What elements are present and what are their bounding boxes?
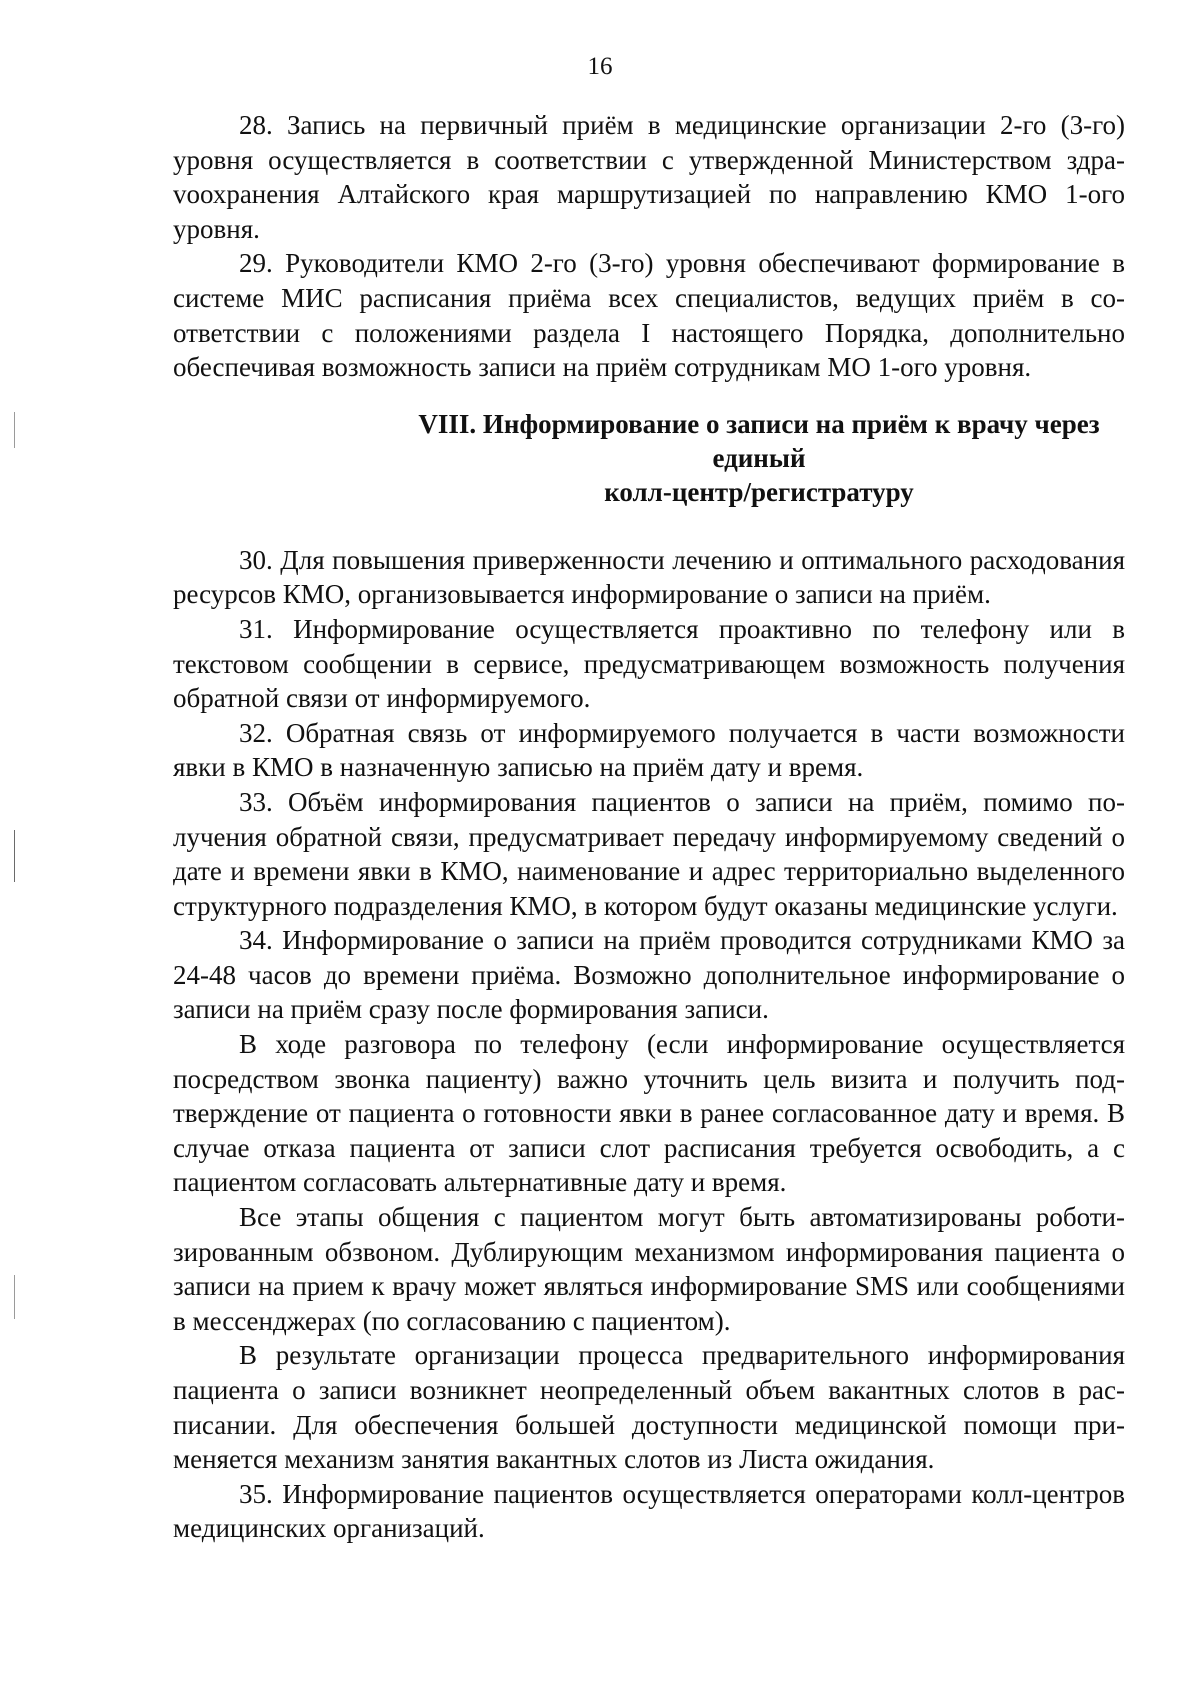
document-body <box>173 108 1125 1546</box>
paragraph-vacant-slots: В результате организации процесса предварительного информирования пациента о записи возникнет неопределенный объем вакантных слотов в расписании. Для обеспечения большей доступности медицинской помощи применяется механизм занятия вакантных слотов из Листа ожидания. <box>173 1340 1125 1475</box>
paragraph-automation: Все этапы общения с пациентом могут быть автоматизированы роботизированным обзвоном. Дублирующим механизмом информирования пациента о записи на прием к врачу может являться информирование SMS или сообщениями в мессенджерах (по согласованию с пациентом). <box>173 1202 1125 1336</box>
paragraph-35: 35. Информирование пациентов осуществляется операторами колл-центров медицинских организаций. <box>173 1478 1125 1544</box>
section-heading-line-2: колл-центр/регистратуру <box>604 476 914 507</box>
page-number: 16 <box>587 53 613 80</box>
section-heading-line-1: VIII. Информирование о записи на приём к врачу через единый <box>418 408 1100 473</box>
paragraph-30: 30. Для повышения приверженности лечению и оптимального расходования ресурсов КМО, организовывается информирование о записи на приём. <box>173 544 1125 610</box>
paragraph-33: 33. Объём информирования пациентов о записи на приём, помимо получения обратной связи, предусматривает передачу информируемому сведений о дате и времени явки в КМО, наименование и адрес территориально выделенного структурного подразделения КМО, в котором будут оказаны медицинские услуги. <box>173 786 1125 921</box>
paragraph-32: 32. Обратная связь от информируемого получается в части возможности явки в КМО в назначенную записью на приём дату и время. <box>173 717 1125 783</box>
scan-artifact <box>14 1275 15 1319</box>
scan-artifact <box>14 412 15 448</box>
paragraph-31: 31. Информирование осуществляется проактивно по телефону или в текстовом сообщении в сервисе, предусматривающем возможность получения обратной связи от информируемого. <box>173 613 1125 714</box>
section-heading-viii <box>173 407 1125 509</box>
paragraph-phone-conversation: В ходе разговора по телефону (если информирование осуществляется посредством звонка пациенту) важно уточнить цель визита и получить подтверждение от пациента о готовности явки в ранее согласованное дату и время. В случае отказа пациента от записи слот расписания требуется освободить, а с пациентом согласовать альтернативные дату и время. <box>173 1029 1125 1198</box>
paragraph-34: 34. Информирование о записи на приём проводится сотрудниками КМО за 24-48 часов до времени приёма. Возможно дополнительное информирование о записи на приём сразу после формирования записи. <box>173 925 1125 1025</box>
paragraph-29: 29. Руководители КМО 2-го (3-го) уровня обеспечивают формирование в системе МИС расписания приёма всех специалистов, ведущих приём в соответствии с положениями раздела I настоящего Порядка, дополнительно обеспечивая возможность записи на приём сотрудникам МО 1-ого уровня. <box>173 248 1125 383</box>
scan-artifact <box>14 830 15 882</box>
spacer <box>173 509 1125 543</box>
spacer <box>173 385 1125 407</box>
paragraph-28: 28. Запись на первичный приём в медицинские организации 2-го (3-го) уровня осуществляется в соответствии с утвержденной Министерством здраvоохранения Алтайского края маршрутизацией по направлению КМО 1-ого уровня. <box>173 110 1125 244</box>
